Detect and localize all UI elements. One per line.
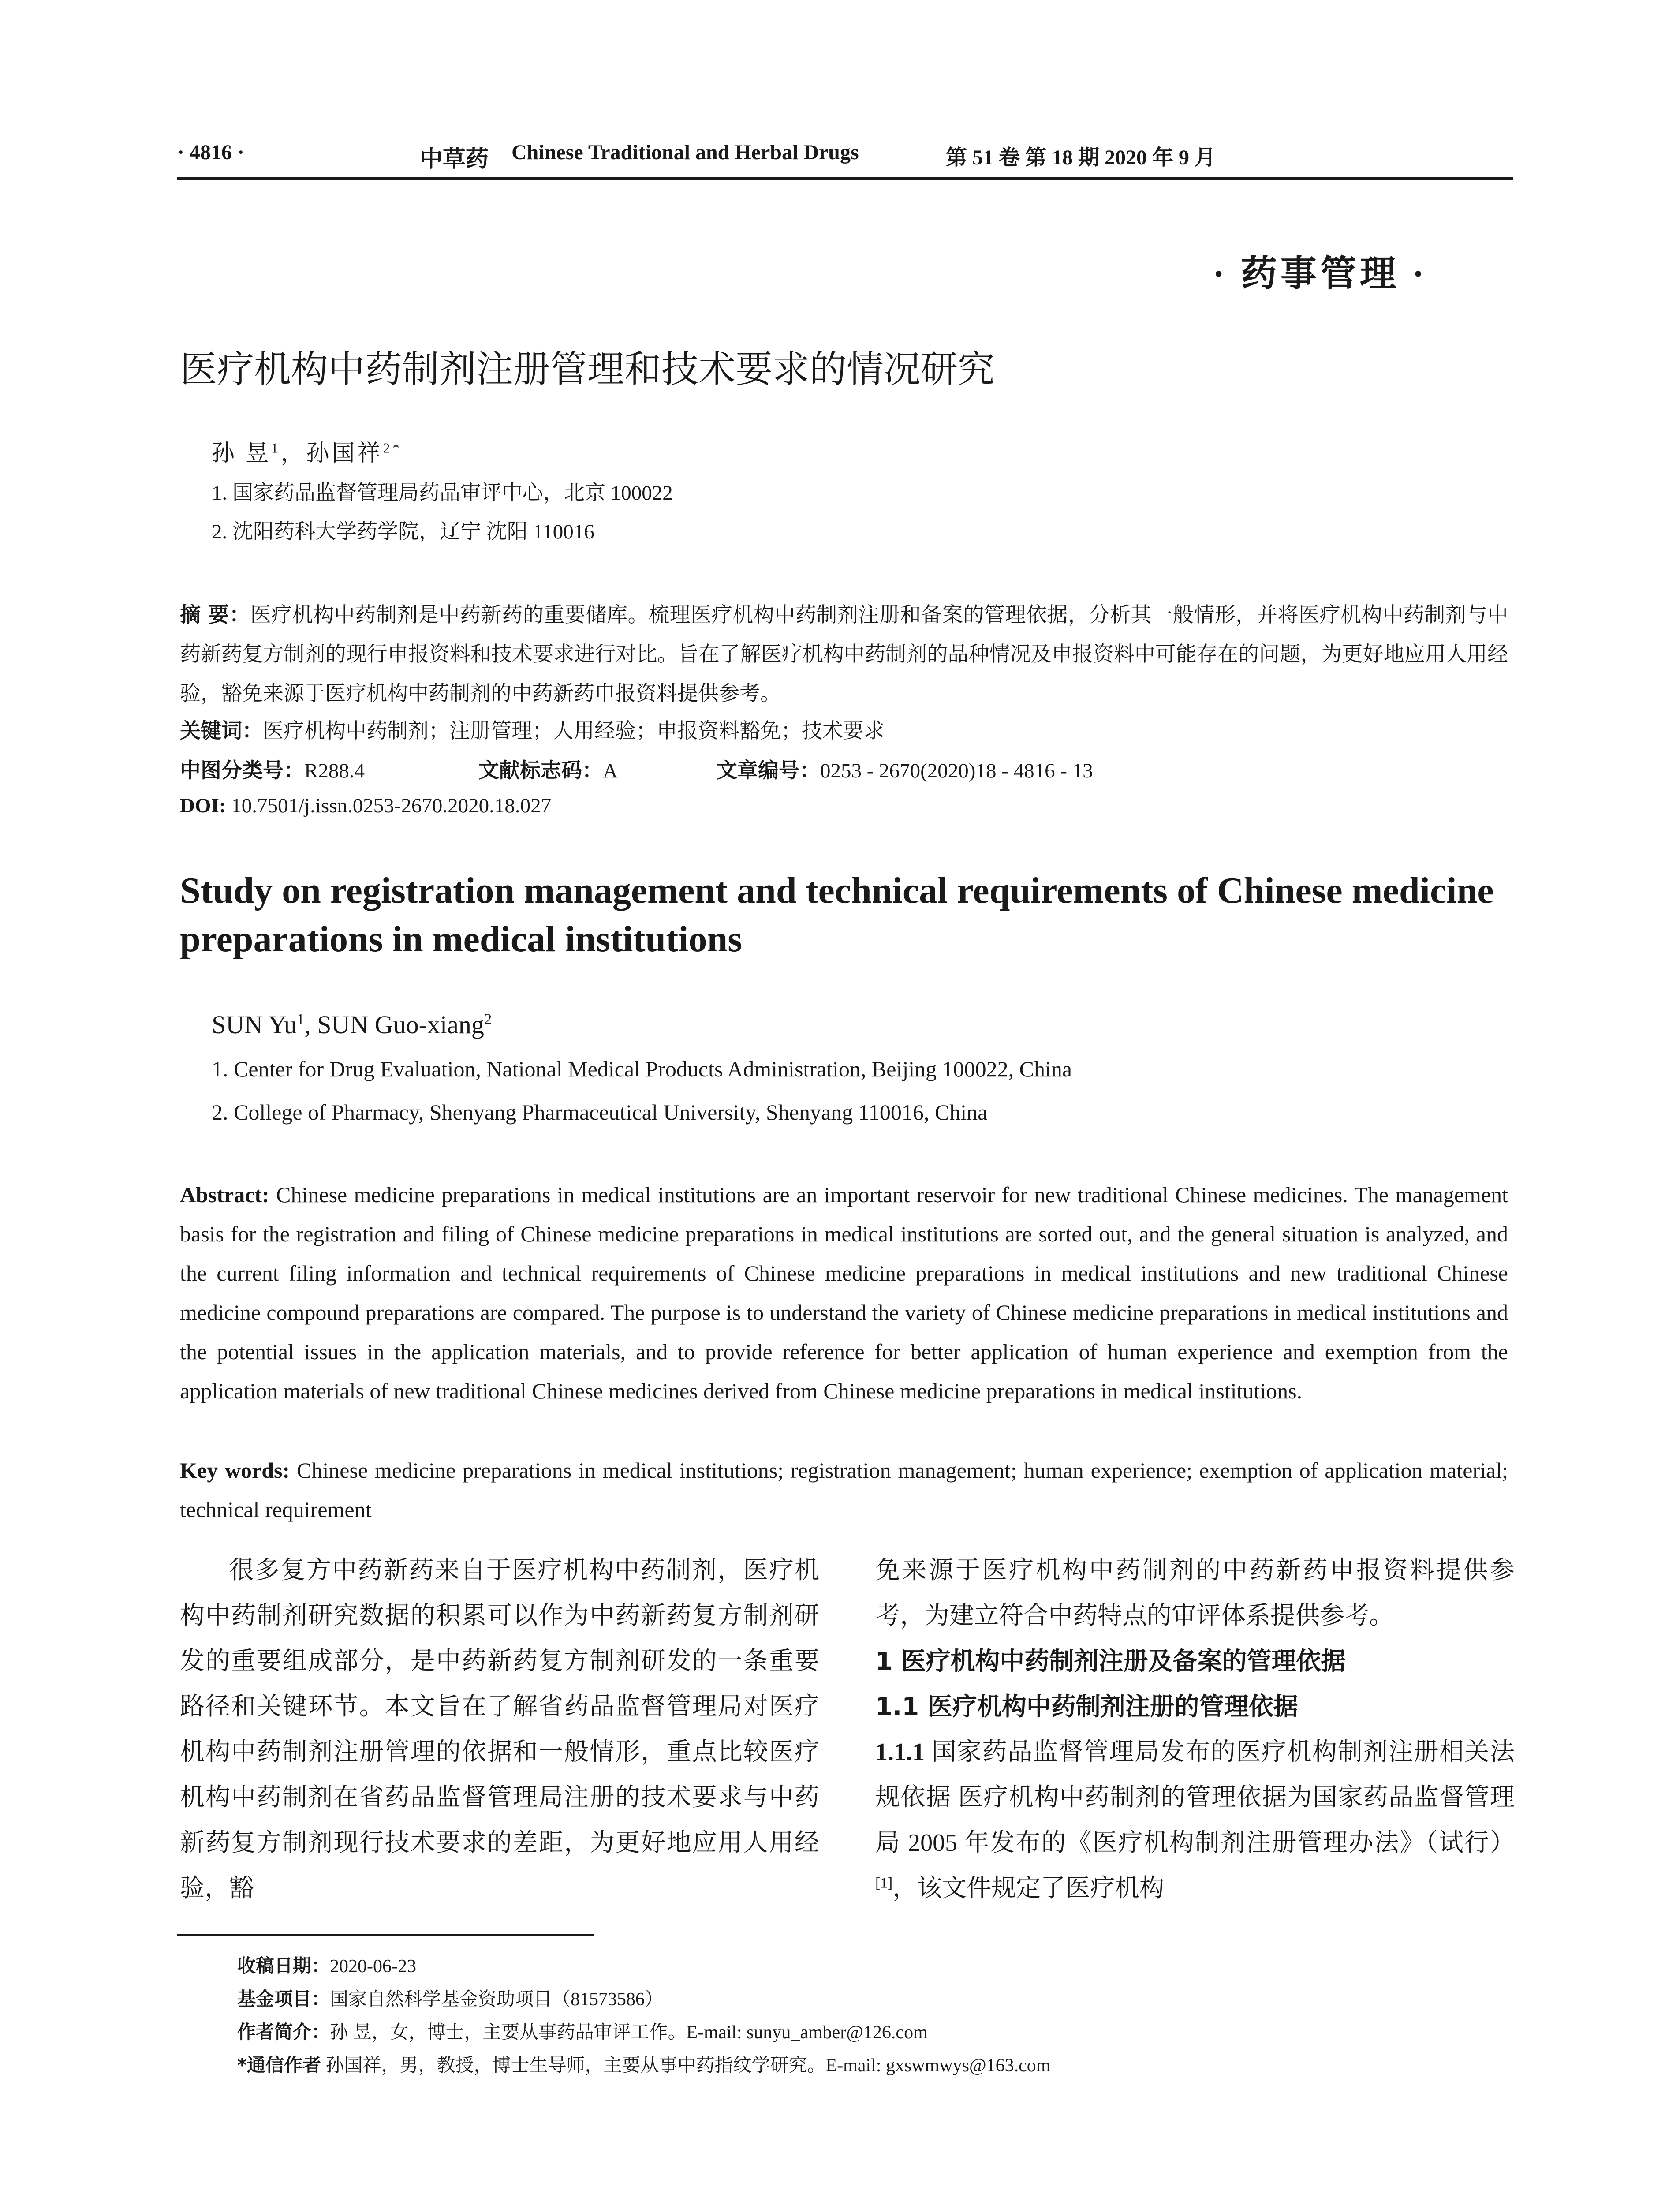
classification-doc-code <box>478 754 618 784</box>
author-1-en: SUN Yu <box>212 1010 297 1039</box>
received-date: 2020-06-23 <box>330 1956 416 1977</box>
corresponding-text: 孙国祥，男，教授，博士生导师，主要从事中药指纹学研究。E-mail: gxswmwys@163.com <box>321 2056 1051 2076</box>
received-label: 收稿日期： <box>237 1955 330 1977</box>
bio-label: 作者简介： <box>237 2021 330 2043</box>
classification-clc <box>180 754 365 784</box>
abstract-cn-label: 摘 要： <box>180 603 250 627</box>
corresponding-label: *通信作者 <box>237 2054 321 2076</box>
affiliation-cn-2: 2. 沈阳药科大学药学院，辽宁 沈阳 110016 <box>212 520 594 543</box>
author-1-affil-mark: 1 <box>271 440 281 456</box>
title-cn: 医疗机构中药制剂注册管理和技术要求的情况研究 <box>180 348 995 391</box>
body-right-column <box>875 1548 1515 1911</box>
abstract-en <box>180 1175 1508 1411</box>
author-1-en-affil-mark: 1 <box>296 1010 305 1028</box>
header-rule <box>177 177 1513 180</box>
keywords-en-label: Key words: <box>180 1458 290 1483</box>
citation-ref[interactable]: [1] <box>875 1875 893 1891</box>
authors-cn <box>212 434 402 467</box>
heading-1-1-1-text: 国家药品监督管理局发布的医疗机构制剂注册相关法规依据 <box>875 1738 1515 1811</box>
affiliation-en-2: 2. College of Pharmacy, Shenyang Pharmaceutical University, Shenyang 110016, China <box>212 1100 988 1125</box>
clc-value: R288.4 <box>304 759 365 782</box>
body-intro-paragraph: 很多复方中药新药来自于医疗机构中药制剂，医疗机构中药制剂研究数据的积累可以作为中药新药复方制剂研发的重要组成部分，是中药新药复方制剂研发的一条重要路径和关键环节。本文旨在了解省药品监督管理局对医疗机构中药制剂注册管理的依据和一般情形，重点比较医疗机构中药制剂在省药品监督管理局注册的技术要求与中药新药复方制剂现行技术要求的差距，为更好地应用人用经验，豁 <box>180 1557 819 1902</box>
footnote-corresponding <box>237 2051 1050 2077</box>
keywords-cn <box>180 714 885 744</box>
author-2-cn: 孙国祥 <box>306 441 383 466</box>
author-2-affil-mark: 2* <box>383 440 402 456</box>
body-intro-continuation: 免来源于医疗机构中药制剂的中药新药申报资料提供参考，为建立符合中药特点的审评体系提供参考。 <box>875 1557 1515 1629</box>
doc-code-value: A <box>603 759 618 782</box>
keywords-cn-label: 关键词： <box>180 719 263 743</box>
author-en-separator: , <box>304 1010 317 1039</box>
paragraph-1-1-1 <box>875 1730 1515 1911</box>
title-en: Study on registration management and technical requirements of Chinese medicine preparations in medical institutions <box>180 870 1494 960</box>
paragraph-1-1-1-tail: ，该文件规定了医疗机构 <box>892 1875 1165 1902</box>
author-2-en-affil-mark: 2 <box>484 1010 492 1028</box>
abstract-cn-text: 医疗机构中药制剂是中药新药的重要储库。梳理医疗机构中药制剂注册和备案的管理依据，分析其一般情形，并将医疗机构中药制剂与中药新药复方制剂的现行申报资料和技术要求进行对比。旨在了解医疗机构中药制剂的品种情况及申报资料中可能存在的问题，为更好地应用人用经验，豁免来源于医疗机构中药制剂的中药新药申报资料提供参考。 <box>180 604 1508 705</box>
doc-code-label: 文献标志码： <box>478 759 603 783</box>
bio-text: 孙 昱，女，博士，主要从事药品审评工作。E-mail: sunyu_amber@126.com <box>330 2022 928 2043</box>
abstract-en-label: Abstract: <box>180 1182 269 1207</box>
affiliation-en-1: 1. Center for Drug Evaluation, National Medical Products Administration, Beijing 100022, China <box>212 1057 1072 1081</box>
body-left-column <box>180 1548 819 1911</box>
heading-section-1-1: 1.1 医疗机构中药制剂注册的管理依据 <box>875 1693 1298 1721</box>
footnote-fund <box>237 1984 663 2011</box>
author-1-cn: 孙 昱 <box>212 441 272 466</box>
section-label: · 药事管理 · <box>1213 254 1428 294</box>
author-2-en: SUN Guo-xiang <box>317 1010 484 1039</box>
affiliation-cn-1: 1. 国家药品监督管理局药品审评中心，北京 100022 <box>212 482 673 505</box>
heading-section-1: 1 医疗机构中药制剂注册及备案的管理依据 <box>875 1647 1346 1676</box>
fund-text: 国家自然科学基金资助项目（81573586） <box>330 1989 664 2010</box>
journal-name-cn: 中草药 <box>420 147 489 172</box>
doi <box>180 794 551 818</box>
footnote-received <box>237 1951 416 1978</box>
paragraph-1-1-1-text: 医疗机构中药制剂的管理依据为国家药品监督管理局 2005 年发布的《医疗机构制剂注册管理办法》（试行） <box>875 1784 1515 1857</box>
authors-en <box>212 1010 492 1039</box>
fund-label: 基金项目： <box>237 1988 330 2010</box>
article-number-value: 0253 - 2670(2020)18 - 4816 - 13 <box>820 759 1093 782</box>
classification-article-number <box>717 754 1093 784</box>
doi-label: DOI: <box>180 794 226 817</box>
page-number: · 4816 · <box>177 141 245 164</box>
heading-1-1-1-number: 1.1.1 <box>875 1738 925 1766</box>
doi-value: 10.7501/j.issn.0253-2670.2020.18.027 <box>226 794 552 817</box>
keywords-en-text: Chinese medicine preparations in medical institutions; registration management; human experience; exemption of application material; technical requirement <box>180 1458 1508 1522</box>
author-separator: ， <box>280 441 306 466</box>
keywords-en <box>180 1451 1508 1529</box>
clc-label: 中图分类号： <box>180 759 304 783</box>
abstract-en-text: Chinese medicine preparations in medical institutions are an important reservoir for new traditional Chinese medicines. The management basis for the registration and filing of Chinese medicine preparations in medical institutions are sorted out, and the general situation is analyzed, and the current filing information and technical requirements of Chinese medicine preparations in medical institutions and new traditional Chinese medicine compound preparations are compared. The purpose is to understand the variety of Chinese medicine preparations in medical institutions and the potential issues in the application materials, and to provide reference for better application of human experience and exemption from the application materials of new traditional Chinese medicines derived from Chinese medicine preparations in medical institutions. <box>180 1182 1508 1403</box>
journal-name-en: Chinese Traditional and Herbal Drugs <box>511 141 859 164</box>
keywords-cn-text: 医疗机构中药制剂；注册管理；人用经验；申报资料豁免；技术要求 <box>263 720 885 743</box>
journal-issue: 第 51 卷 第 18 期 2020 年 9 月 <box>946 146 1216 169</box>
footnote-author-bio <box>237 2018 928 2044</box>
footnote-rule <box>177 1934 594 1936</box>
article-number-label: 文章编号： <box>717 759 820 783</box>
abstract-cn <box>180 595 1508 714</box>
